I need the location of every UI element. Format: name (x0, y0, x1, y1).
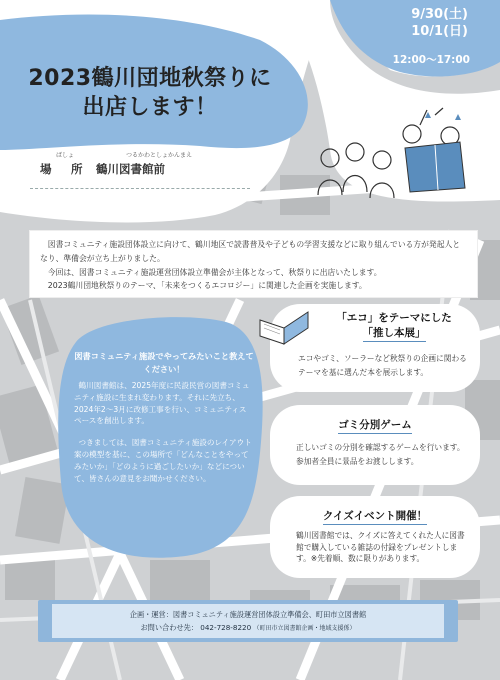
event-time: 12:00～17:00 (392, 54, 470, 66)
date-day2: 10/1(日) (411, 24, 468, 39)
feedback-para1: 鶴川図書館は、2025年度に民設民営の図書コミュニティ施設に生まれ変わります。それに先立ち、2024年2～3月に改修工事を行い、コミュニティスペースを創出します。 (74, 381, 250, 426)
intro-line3: 2023鶴川団地秋祭りのテーマ、「未来をつくるエコロジー」に関連した企画を実施します。 (47, 281, 367, 291)
venue-place: 鶴川図書館前 (96, 162, 165, 176)
card2-title: ゴミ分別ゲーム (338, 417, 412, 434)
card1-title-line2: 「推し本展」 (363, 325, 426, 342)
event-dates (411, 6, 468, 40)
footer-organizer: 企画・運営：図書コミュニティ施設運営団体設立準備会、町田市立図書館 (129, 610, 367, 619)
title-line2: 出店します！ (82, 95, 218, 120)
children-reading-illustration (300, 100, 480, 210)
quiz-event-card (270, 496, 480, 578)
card1-body: エコやゴミ、ソーラーなど秋祭りの企画に関わるテーマを基に選んだ本を展示します。 (298, 354, 467, 377)
intro-box (30, 231, 477, 297)
contact-note: （町田市立図書館企画・地域支援係） (253, 625, 356, 632)
footer-contact (52, 621, 444, 635)
card3-body: 鶴川図書館では、クイズに答えてくれた人に図書館で購入している雑誌の付録をプレゼントします。※先着順、数に限りがあります。 (296, 531, 465, 563)
feedback-heading: 図書コミュニティ施設でやってみたいこと教えてください！ (74, 351, 254, 374)
title-line1: 2023鶴川団地秋祭りに (28, 66, 272, 91)
feedback-section (74, 350, 254, 494)
intro-line1: 図書コミュニティ施設団体設立に向けて、鶴川地区で読書普及や子どもの学習支援などに取り組んでいる方が発起人となり、準備会が立ち上がりました。 (40, 240, 461, 263)
footer (38, 600, 458, 642)
date-day1: 9/30(土) (411, 7, 468, 22)
garbage-game-card (270, 405, 480, 485)
venue-ruby (40, 150, 240, 159)
feedback-para2: つきましては、図書コミュニティ施設のレイアウト案の模型を基に、この場所で「どんなことをやってみたいか」「どのように過ごしたいか」などについて、皆さんの意見をお聞かせください。 (74, 438, 252, 483)
footer-inner (52, 604, 444, 638)
contact-phone: 042-728-8220 (200, 623, 252, 632)
open-book-icon (256, 308, 316, 348)
card1-title-line1: 「エコ」をテーマにした (336, 312, 452, 324)
page-title (0, 64, 300, 122)
venue-place-ruby: つるかわとしょかんまえ (126, 152, 193, 159)
venue-divider (30, 188, 250, 189)
card1-title (314, 310, 474, 342)
venue-info (40, 150, 240, 177)
venue-label: 場 所 (40, 162, 87, 176)
venue-label-ruby: ばしょ (56, 152, 75, 159)
intro-line2: 今回は、図書コミュニティ施設運営団体設立準備会が主体となって、秋祭りに出店いたします。 (47, 267, 382, 277)
card3-title: クイズイベント開催！ (323, 508, 427, 525)
contact-label: お問い合わせ先： (140, 623, 198, 632)
venue-row (40, 161, 240, 177)
eco-book-card (270, 304, 480, 392)
card2-body: 正しいゴミの分別を確認するゲームを行います。参加者全員に景品をお渡しします。 (296, 443, 465, 466)
